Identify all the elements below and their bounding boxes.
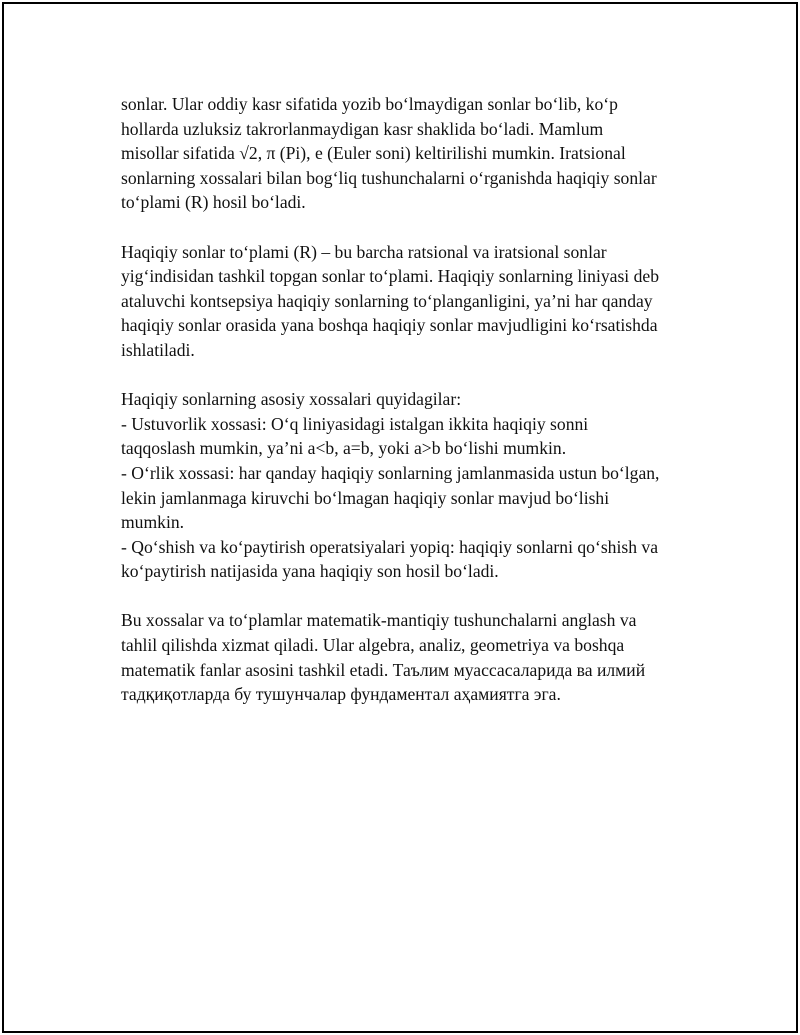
list-item: - Ustuvorlik xossasi: O‘q liniyasidagi istalgan ikkita haqiqiy sonni — [121, 413, 589, 434]
document-body — [121, 92, 691, 731]
text-line: misollar sifatida √2, π (Pi), e (Euler soni) keltirilishi mumkin. Iratsional — [121, 143, 626, 164]
paragraph-conclusion — [121, 608, 691, 706]
text-line: sonlarning xossalari bilan bog‘liq tushunchalarni o‘rganishda haqiqiy sonlar — [121, 167, 657, 188]
text-line: to‘plami (R) hosil bo‘ladi. — [121, 192, 306, 213]
list-item: - O‘rlik xossasi: har qanday haqiqiy sonlarning jamlanmasida ustun bo‘lgan, — [121, 462, 660, 483]
paragraph-properties-list — [121, 387, 691, 584]
text-line: sonlar. Ular oddiy kasr sifatida yozib bo‘lmaydigan sonlar bo‘lib, ko‘p — [121, 94, 618, 114]
text-line: Bu xossalar va to‘plamlar matematik-mantiqiy tushunchalarni anglash va — [121, 610, 637, 631]
document-page — [2, 2, 798, 1033]
text-line: Haqiqiy sonlar to‘plami (R) – bu barcha ratsional va iratsional sonlar — [121, 241, 607, 262]
text-line: ishlatiladi. — [121, 339, 195, 360]
text-line: yig‘indisidan tashkil topgan sonlar to‘plami. Haqiqiy sonlarning liniyasi deb — [121, 266, 660, 287]
text-line: ko‘paytirish natijasida yana haqiqiy son hosil bo‘ladi. — [121, 561, 499, 582]
text-line: hollarda uzluksiz takrorlanmaydigan kasr shaklida bo‘ladi. Mamlum — [121, 118, 604, 139]
text-line: lekin jamlanmaga kiruvchi bo‘lmagan haqiqiy sonlar mavjud bo‘lishi — [121, 487, 610, 508]
text-line: ataluvchi kontsepsiya haqiqiy sonlarning to‘planganligini, ya’ni har qanday — [121, 290, 653, 311]
list-item: - Qo‘shish va ko‘paytirish operatsiyalari yopiq: haqiqiy sonlarni qo‘shish va — [121, 536, 659, 557]
paragraph-irrational-numbers — [121, 92, 691, 215]
text-line: tahlil qilishda xizmat qiladi. Ular algebra, analiz, geometriya va boshqa — [121, 635, 625, 656]
text-line: taqqoslash mumkin, ya’ni a<b, a=b, yoki a>b bo‘lishi mumkin. — [121, 438, 567, 459]
text-line: matematik fanlar asosini tashkil etadi. Таълим муассасаларида ва илмий — [121, 659, 646, 680]
text-line: haqiqiy sonlar orasida yana boshqa haqiqiy sonlar mavjudligini ko‘rsatishda — [121, 315, 658, 336]
paragraph-real-numbers-set — [121, 240, 691, 363]
text-line: mumkin. — [121, 512, 185, 533]
text-line: тадқиқотларда бу тушунчалар фундаментал аҳамиятга эга. — [121, 684, 561, 705]
text-line: Haqiqiy sonlarning asosiy xossalari quyidagilar: — [121, 389, 462, 410]
